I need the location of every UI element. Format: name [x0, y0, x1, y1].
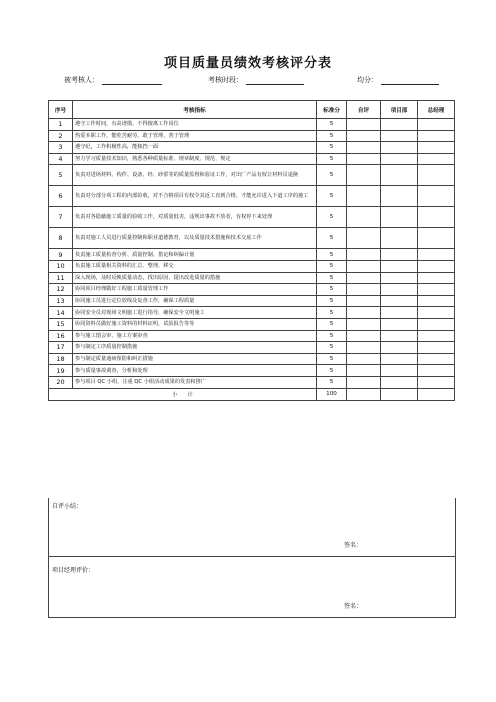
row-self-cell[interactable] — [347, 260, 381, 272]
row-indicator: 努力学习质量技术知识，熟悉各种质量标准、规章制度、规范、规定 — [73, 153, 317, 165]
row-dept-cell[interactable] — [381, 260, 418, 272]
row-indicator: 协同施工员进行定位放线及复查工作，确保工程质量 — [73, 295, 317, 307]
row-number: 3 — [49, 142, 73, 154]
period-field — [208, 75, 304, 85]
row-gm-cell[interactable] — [418, 228, 455, 249]
row-dept-cell[interactable] — [381, 342, 418, 354]
total-label: 小 计 — [49, 388, 317, 400]
row-self-cell[interactable] — [347, 353, 381, 365]
table-row — [49, 353, 455, 365]
row-indicator: 协同资料员做好施工资料的材料证明，试验报告等等 — [73, 318, 317, 330]
row-self-cell[interactable] — [347, 228, 381, 249]
period-blank[interactable] — [246, 75, 304, 85]
row-self-cell[interactable] — [347, 142, 381, 154]
row-indicator: 热爱本职工作，能吃苦耐劳，敢于管理，善于管理 — [73, 130, 317, 142]
row-standard-score: 5 — [317, 165, 347, 186]
table-row — [49, 153, 455, 165]
row-number: 1 — [49, 119, 73, 131]
row-gm-cell[interactable] — [418, 142, 455, 154]
table-row — [49, 249, 455, 261]
row-indicator: 遵守纪，工作积极性高，能独挡一面 — [73, 142, 317, 154]
evaluation-table — [48, 100, 455, 401]
assessee-field — [64, 75, 162, 85]
table-row — [49, 284, 455, 296]
row-indicator: 负责对各隐蔽施工质量的验收工作，对质量低劣，违规出事故不放者，有权停下来处理 — [73, 207, 317, 228]
row-gm-cell[interactable] — [418, 130, 455, 142]
score-blank[interactable] — [381, 75, 439, 85]
row-self-cell[interactable] — [347, 249, 381, 261]
row-number: 19 — [49, 365, 73, 377]
row-number: 5 — [49, 165, 73, 186]
row-dept-cell[interactable] — [381, 284, 418, 296]
manager-eval-box[interactable] — [48, 557, 456, 618]
self-summary-label: 自评小结： — [52, 503, 83, 510]
row-number: 2 — [49, 130, 73, 142]
row-standard-score: 5 — [317, 130, 347, 142]
row-standard-score: 5 — [317, 272, 347, 284]
col-header-standard: 标准分 — [317, 101, 347, 119]
row-dept-cell[interactable] — [381, 353, 418, 365]
row-self-cell[interactable] — [347, 165, 381, 186]
row-dept-cell[interactable] — [381, 228, 418, 249]
table-row — [49, 165, 455, 186]
assessee-label: 被考核人： — [64, 76, 99, 84]
row-standard-score: 5 — [317, 142, 347, 154]
assessee-blank[interactable] — [102, 75, 162, 85]
table-row — [49, 142, 455, 154]
row-standard-score: 5 — [317, 342, 347, 354]
row-dept-cell[interactable] — [381, 330, 418, 342]
row-standard-score: 5 — [317, 330, 347, 342]
row-self-cell[interactable] — [347, 186, 381, 207]
row-self-cell[interactable] — [347, 318, 381, 330]
row-gm-cell[interactable] — [418, 165, 455, 186]
row-dept-cell[interactable] — [381, 365, 418, 377]
manager-eval-sign: 签名： — [344, 603, 363, 610]
row-gm-cell[interactable] — [418, 376, 455, 388]
row-gm-cell[interactable] — [418, 353, 455, 365]
row-standard-score: 5 — [317, 376, 347, 388]
row-standard-score: 5 — [317, 307, 347, 319]
row-number: 7 — [49, 207, 73, 228]
row-standard-score: 5 — [317, 186, 347, 207]
row-self-cell[interactable] — [347, 272, 381, 284]
table-row — [49, 272, 455, 284]
row-number: 14 — [49, 307, 73, 319]
row-dept-cell[interactable] — [381, 165, 418, 186]
total-dept-cell[interactable] — [381, 388, 418, 400]
table-row — [49, 295, 455, 307]
row-self-cell[interactable] — [347, 307, 381, 319]
row-standard-score: 5 — [317, 365, 347, 377]
row-dept-cell[interactable] — [381, 272, 418, 284]
row-standard-score: 5 — [317, 228, 347, 249]
col-header-indicator: 考核指标 — [73, 101, 317, 119]
row-indicator: 协同项目经理做好工程施工质量管理工作 — [73, 284, 317, 296]
row-standard-score: 5 — [317, 119, 347, 131]
table-row — [49, 207, 455, 228]
row-gm-cell[interactable] — [418, 207, 455, 228]
col-header-self: 自评 — [347, 101, 381, 119]
row-standard-score: 5 — [317, 295, 347, 307]
row-indicator: 负责对分部分项工程的内部验收，对不合格项目有权令其返工直到合格，才能允许进入下道工序的施工 — [73, 186, 317, 207]
row-standard-score: 5 — [317, 207, 347, 228]
row-gm-cell[interactable] — [418, 307, 455, 319]
row-dept-cell[interactable] — [381, 130, 418, 142]
total-gm-cell[interactable] — [418, 388, 455, 400]
period-label: 考核时段： — [208, 76, 243, 84]
col-header-gm: 总经理 — [418, 101, 455, 119]
table-row — [49, 307, 455, 319]
table-row — [49, 318, 455, 330]
row-self-cell[interactable] — [347, 376, 381, 388]
row-gm-cell[interactable] — [418, 119, 455, 131]
row-dept-cell[interactable] — [381, 207, 418, 228]
header-fields — [60, 75, 450, 89]
row-number: 18 — [49, 353, 73, 365]
row-standard-score: 5 — [317, 318, 347, 330]
row-self-cell[interactable] — [347, 130, 381, 142]
row-gm-cell[interactable] — [418, 284, 455, 296]
row-self-cell[interactable] — [347, 153, 381, 165]
col-header-no: 序号 — [49, 101, 73, 119]
table-row — [49, 376, 455, 388]
row-gm-cell[interactable] — [418, 186, 455, 207]
total-row — [49, 388, 455, 400]
row-number: 17 — [49, 342, 73, 354]
row-standard-score: 5 — [317, 353, 347, 365]
row-number: 4 — [49, 153, 73, 165]
row-number: 12 — [49, 284, 73, 296]
row-number: 6 — [49, 186, 73, 207]
row-indicator: 负责施工质量相关资料的汇总、整理、移交 — [73, 260, 317, 272]
self-summary-box[interactable] — [48, 498, 456, 557]
table-row — [49, 228, 455, 249]
row-dept-cell[interactable] — [381, 295, 418, 307]
total-self-cell[interactable] — [347, 388, 381, 400]
row-indicator: 参与制定质量通病预防和纠正措施 — [73, 353, 317, 365]
header-row — [49, 101, 455, 119]
row-number: 20 — [49, 376, 73, 388]
row-standard-score: 5 — [317, 153, 347, 165]
row-self-cell[interactable] — [347, 342, 381, 354]
row-number: 13 — [49, 295, 73, 307]
row-indicator: 深入现场，及时反映质量动态，找出原因，提出改进质量的措施 — [73, 272, 317, 284]
page-title: 项目质量员绩效考核评分表 — [163, 56, 332, 71]
score-label: 均分： — [357, 76, 378, 84]
row-standard-score: 5 — [317, 260, 347, 272]
row-indicator: 参与项目 QC 小组，注重 QC 小组活动成果的发表和推广 — [73, 376, 317, 388]
row-gm-cell[interactable] — [418, 330, 455, 342]
row-standard-score: 5 — [317, 249, 347, 261]
row-dept-cell[interactable] — [381, 119, 418, 131]
row-dept-cell[interactable] — [381, 318, 418, 330]
row-gm-cell[interactable] — [418, 342, 455, 354]
table-row — [49, 365, 455, 377]
row-standard-score: 5 — [317, 284, 347, 296]
row-indicator: 负责施工质量检查分析、质量控制、措论和纠偏计划 — [73, 249, 317, 261]
score-field — [357, 75, 439, 85]
row-indicator: 负责对进场材料、构件、设备、经、砂浆等的质量监督和验证工作，对出厂产品有权让材料员退换 — [73, 165, 317, 186]
row-self-cell[interactable] — [347, 365, 381, 377]
row-indicator: 负责对施工人员进行质量控制和职业道德教育，以及质量技术措施和技术交底工作 — [73, 228, 317, 249]
row-gm-cell[interactable] — [418, 318, 455, 330]
row-self-cell[interactable] — [347, 295, 381, 307]
col-header-dept: 项目部 — [381, 101, 418, 119]
table-row — [49, 330, 455, 342]
row-number: 11 — [49, 272, 73, 284]
table-row — [49, 342, 455, 354]
table-row — [49, 130, 455, 142]
row-indicator: 参与制定工序质量控制措施 — [73, 342, 317, 354]
row-number: 9 — [49, 249, 73, 261]
row-self-cell[interactable] — [347, 330, 381, 342]
row-self-cell[interactable] — [347, 284, 381, 296]
row-self-cell[interactable] — [347, 207, 381, 228]
total-score: 100 — [317, 388, 347, 400]
row-number: 8 — [49, 228, 73, 249]
manager-eval-label: 项目经理评价： — [52, 567, 95, 574]
row-indicator: 参与质量事故调查，分析和处理 — [73, 365, 317, 377]
row-dept-cell[interactable] — [381, 153, 418, 165]
row-dept-cell[interactable] — [381, 307, 418, 319]
row-dept-cell[interactable] — [381, 142, 418, 154]
row-number: 10 — [49, 260, 73, 272]
row-gm-cell[interactable] — [418, 249, 455, 261]
row-self-cell[interactable] — [347, 119, 381, 131]
row-indicator: 参与施工图会审、施工方案审查 — [73, 330, 317, 342]
row-indicator: 遵守工作时间，有高谱摸、不得擅离工作岗位 — [73, 119, 317, 131]
row-gm-cell[interactable] — [418, 272, 455, 284]
self-summary-sign: 签名： — [344, 542, 363, 549]
table-row — [49, 119, 455, 131]
row-dept-cell[interactable] — [381, 249, 418, 261]
row-dept-cell[interactable] — [381, 376, 418, 388]
table-row — [49, 186, 455, 207]
row-gm-cell[interactable] — [418, 260, 455, 272]
row-gm-cell[interactable] — [418, 365, 455, 377]
row-number: 15 — [49, 318, 73, 330]
row-number: 16 — [49, 330, 73, 342]
row-gm-cell[interactable] — [418, 153, 455, 165]
table-row — [49, 260, 455, 272]
row-indicator: 协同安全员对现场文明施工进行指导，确保安全文明施工 — [73, 307, 317, 319]
row-dept-cell[interactable] — [381, 186, 418, 207]
row-gm-cell[interactable] — [418, 295, 455, 307]
